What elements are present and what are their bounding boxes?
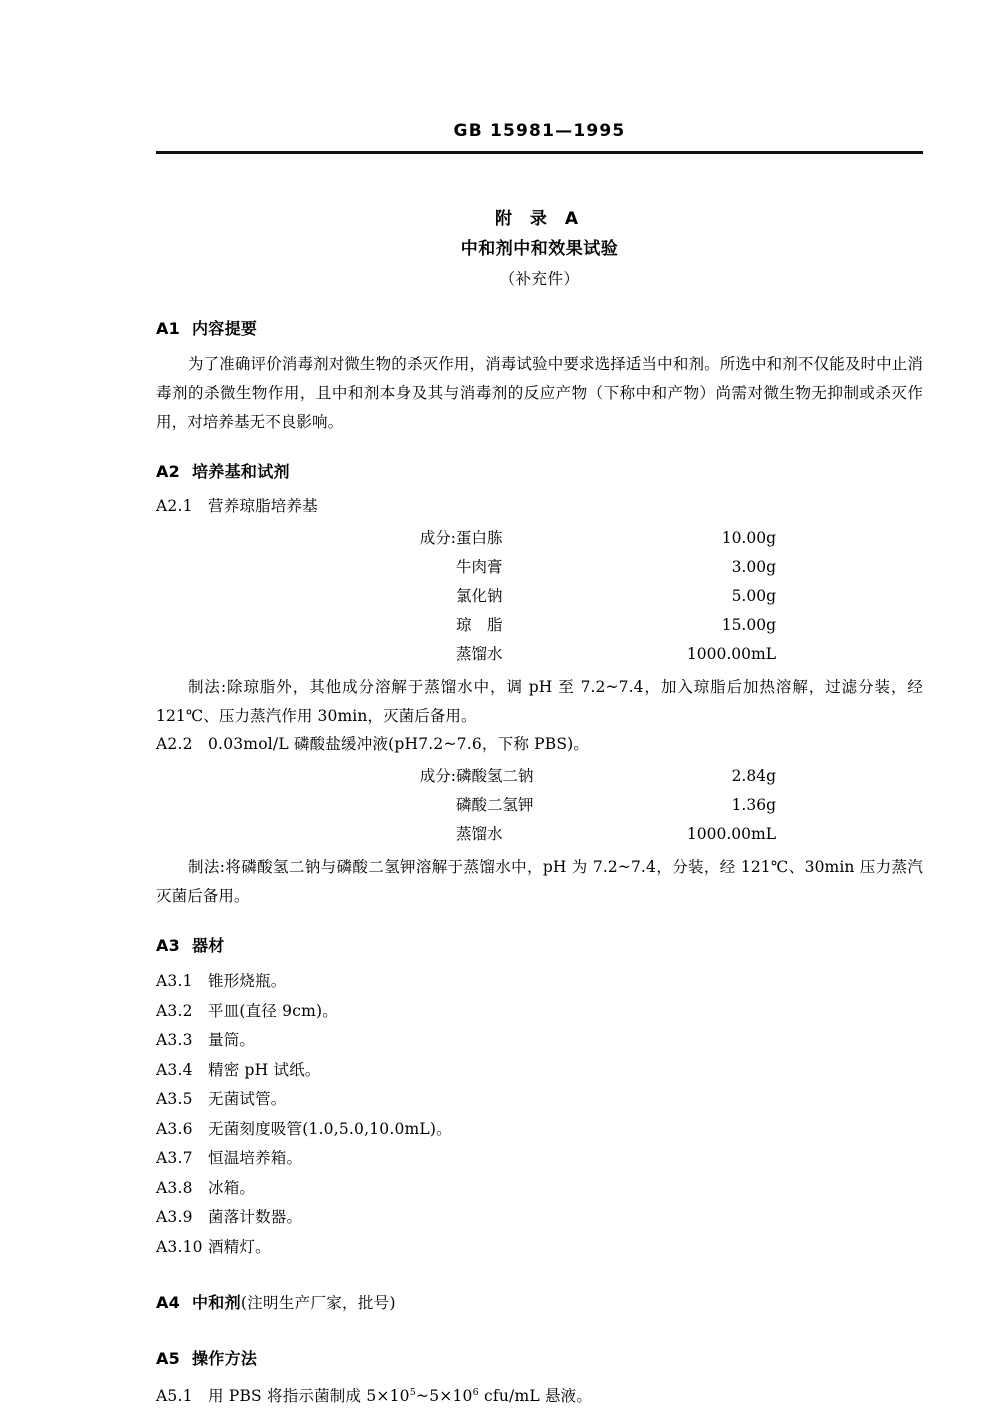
ingredient-amount: 15.00g bbox=[721, 616, 776, 634]
table-row bbox=[156, 524, 776, 553]
ingredient-prefix-blank bbox=[156, 611, 456, 640]
item-text: 锥形烧瓶。 bbox=[208, 972, 287, 990]
section-heading-a3 bbox=[156, 935, 923, 957]
appendix-title-block bbox=[156, 204, 923, 294]
table-row bbox=[156, 791, 776, 820]
section-heading-a1 bbox=[156, 318, 923, 340]
item-number: A3.3 bbox=[156, 1031, 193, 1049]
appendix-kind: （补充件） bbox=[499, 270, 580, 288]
ingredient-name: 蛋白胨 bbox=[456, 529, 503, 547]
ingredient-amount: 3.00g bbox=[731, 558, 776, 576]
method-a2-2: 制法:将磷酸氢二钠与磷酸二氢钾溶解于蒸馏水中，pH 为 7.2~7.4，分装，经 121℃、30min 压力蒸汽灭菌后备用。 bbox=[156, 858, 923, 905]
item-number: A3.4 bbox=[156, 1060, 193, 1079]
ingredient-name: 琼 脂 bbox=[456, 616, 503, 634]
ingredient-prefix-blank bbox=[156, 820, 456, 849]
list-item bbox=[156, 1115, 923, 1145]
clause-number-a2-1: A2.1 bbox=[156, 497, 193, 515]
list-item bbox=[156, 1085, 923, 1115]
table-row bbox=[156, 611, 776, 640]
item-number: A3.9 bbox=[156, 1208, 193, 1226]
ingredient-name: 蒸馏水 bbox=[456, 645, 503, 663]
ingredient-amount: 1000.00mL bbox=[686, 825, 776, 843]
item-number: A3.5 bbox=[156, 1090, 193, 1108]
list-item bbox=[156, 1144, 923, 1174]
section-title-a1: 内容提要 bbox=[192, 319, 258, 338]
item-text: 量筒。 bbox=[208, 1031, 256, 1049]
section-heading-a2 bbox=[156, 461, 923, 483]
ingredient-name: 蒸馏水 bbox=[456, 825, 503, 843]
ingredient-prefix-blank bbox=[156, 640, 456, 669]
method-a2-1: 制法:除琼脂外，其他成分溶解于蒸馏水中，调 pH 至 7.2~7.4，加入琼脂后加热溶解，过滤分装，经 121℃、压力蒸汽作用 30min，灭菌后备用。 bbox=[156, 678, 923, 725]
section-number-a2: A2 bbox=[156, 462, 181, 481]
section-heading-a5 bbox=[156, 1348, 923, 1370]
standard-code: GB 15981—1995 bbox=[453, 121, 626, 141]
list-item bbox=[156, 1203, 923, 1233]
section-number-a3: A3 bbox=[156, 936, 181, 955]
clause-a2-1 bbox=[156, 493, 923, 520]
item-number: A3.1 bbox=[156, 972, 193, 990]
clause-text-prefix: 用 PBS 将指示菌制成 5×10 bbox=[208, 1387, 410, 1405]
item-text: 无菌刻度吸管(1.0,5.0,10.0mL)。 bbox=[208, 1119, 452, 1138]
section-title-a4: 中和剂 bbox=[192, 1293, 241, 1312]
list-item bbox=[156, 967, 923, 997]
ingredient-name: 磷酸二氢钾 bbox=[456, 796, 534, 814]
clause-text-mid: ~5×10 bbox=[416, 1387, 473, 1405]
item-number: A3.2 bbox=[156, 1001, 193, 1020]
ingredient-amount: 10.00g bbox=[721, 529, 776, 547]
item-number: A3.8 bbox=[156, 1178, 193, 1197]
page-header bbox=[156, 120, 923, 142]
section-title-a5: 操作方法 bbox=[192, 1349, 258, 1368]
ingredient-name: 磷酸氢二钠 bbox=[456, 767, 534, 785]
list-item bbox=[156, 1233, 923, 1263]
section-note-a4: (注明生产厂家，批号) bbox=[240, 1294, 396, 1312]
item-text: 冰箱。 bbox=[208, 1178, 256, 1197]
item-text: 无菌试管。 bbox=[208, 1090, 287, 1108]
table-row bbox=[156, 640, 776, 669]
item-number: A3.10 bbox=[156, 1237, 203, 1256]
clause-title-a2-2: 0.03mol/L 磷酸盐缓冲液(pH7.2~7.6，下称 PBS)。 bbox=[208, 735, 590, 753]
ingredient-amount: 1000.00mL bbox=[686, 645, 776, 663]
table-row bbox=[156, 762, 776, 791]
section-number-a1: A1 bbox=[156, 319, 181, 338]
ingredient-prefix-blank bbox=[156, 582, 456, 611]
list-item bbox=[156, 1026, 923, 1056]
clause-number-a2-2: A2.2 bbox=[156, 735, 193, 753]
item-number: A3.7 bbox=[156, 1149, 193, 1167]
item-text: 平皿(直径 9cm)。 bbox=[208, 1001, 338, 1020]
section-title-a3: 器材 bbox=[192, 936, 225, 955]
ingredient-table-pbs bbox=[156, 762, 776, 849]
list-item bbox=[156, 1056, 923, 1086]
section-heading-a4 bbox=[156, 1292, 923, 1314]
ingredient-name: 氯化钠 bbox=[456, 587, 503, 605]
item-text: 恒温培养箱。 bbox=[208, 1149, 303, 1167]
ingredient-amount: 5.00g bbox=[731, 587, 776, 605]
header-rule bbox=[156, 151, 923, 154]
superscript-exponent-low: 5 bbox=[409, 1386, 417, 1398]
ingredient-prefix-blank bbox=[156, 553, 456, 582]
section-title-a2: 培养基和试剂 bbox=[192, 462, 290, 481]
item-text: 精密 pH 试纸。 bbox=[208, 1060, 321, 1079]
item-text: 酒精灯。 bbox=[208, 1237, 271, 1256]
table-row bbox=[156, 820, 776, 849]
appendix-label: 附 录 A bbox=[495, 209, 584, 229]
clause-text-suffix: cfu/mL 悬液。 bbox=[478, 1387, 593, 1405]
superscript-exponent-high: 6 bbox=[472, 1386, 479, 1398]
document-body bbox=[156, 196, 923, 1412]
ingredient-prefix: 成分: bbox=[419, 529, 456, 547]
ingredient-name: 牛肉膏 bbox=[456, 558, 503, 576]
section-number-a4: A4 bbox=[156, 1293, 181, 1312]
list-item bbox=[156, 997, 923, 1027]
item-number: A3.6 bbox=[156, 1119, 193, 1138]
ingredient-prefix-blank bbox=[156, 791, 456, 820]
appendix-name: 中和剂中和效果试验 bbox=[460, 239, 619, 259]
paragraph-a1: 为了准确评价消毒剂对微生物的杀灭作用，消毒试验中要求选择适当中和剂。所选中和剂不仅能及时中止消毒剂的杀微生物作用，且中和剂本身及其与消毒剂的反应产物（下称中和产物）尚需对微生物无抑制或杀灭作用，对培养基无不良影响。 bbox=[156, 355, 923, 431]
clause-a2-2 bbox=[156, 731, 923, 758]
section-number-a5: A5 bbox=[156, 1349, 181, 1368]
item-text: 菌落计数器。 bbox=[208, 1208, 303, 1226]
ingredient-prefix: 成分: bbox=[419, 767, 456, 785]
clause-number-a5-1: A5.1 bbox=[156, 1387, 193, 1405]
ingredient-amount: 2.84g bbox=[731, 767, 776, 785]
clause-a5-1 bbox=[156, 1382, 923, 1412]
list-item bbox=[156, 1174, 923, 1204]
ingredient-table-nutrient-agar bbox=[156, 524, 776, 669]
table-row bbox=[156, 582, 776, 611]
table-row bbox=[156, 553, 776, 582]
clause-title-a2-1: 营养琼脂培养基 bbox=[208, 497, 318, 515]
ingredient-amount: 1.36g bbox=[731, 796, 776, 814]
